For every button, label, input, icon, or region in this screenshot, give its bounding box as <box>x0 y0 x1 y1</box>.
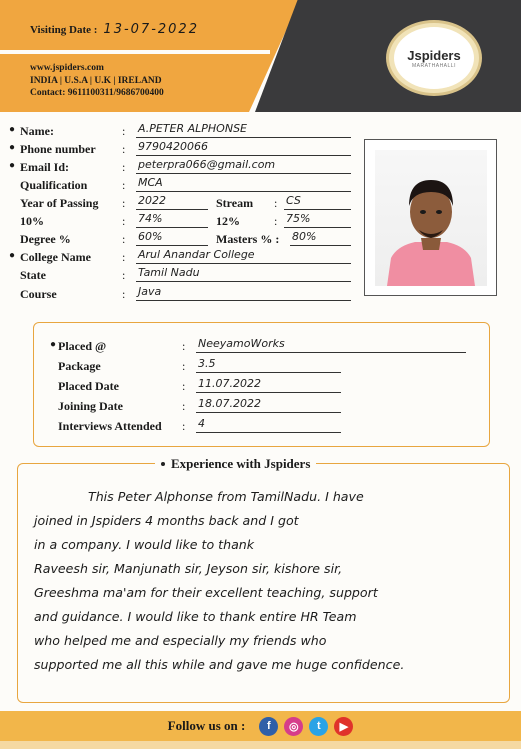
college-label: College Name <box>20 250 91 264</box>
college-value: Arul Anandar College <box>136 248 351 264</box>
placed-label: Placed @ <box>58 339 107 353</box>
email-label: Email Id: <box>20 160 70 174</box>
header-banner <box>0 0 521 112</box>
phone-label: Phone number <box>20 142 96 156</box>
joining-date-value: 18.07.2022 <box>196 397 341 413</box>
placed-date-value: 11.07.2022 <box>196 377 341 393</box>
experience-line: who helped me and especially my friends who <box>34 633 327 648</box>
contact-block <box>30 62 164 100</box>
experience-line: This Peter Alphonse from TamilNadu. I have <box>88 489 364 504</box>
experience-line: Greeshma ma'am for their excellent teaching, support <box>34 585 378 600</box>
name-label: Name: <box>20 124 54 138</box>
twelfth-value: 75% <box>284 212 351 228</box>
contact-text: Contact: 9611100311/9686700400 <box>30 88 164 98</box>
masters-value: 80% <box>290 230 351 246</box>
year-label: Year of Passing <box>20 196 99 210</box>
interviews-value: 4 <box>196 417 341 433</box>
header-divider <box>0 50 270 54</box>
experience-text <box>34 485 504 677</box>
degree-label: Degree % <box>20 232 71 246</box>
masters-label: Masters % : <box>216 232 280 246</box>
facebook-icon[interactable]: f <box>259 717 278 736</box>
interviews-label: Interviews Attended <box>58 419 162 433</box>
experience-line: supported me all this while and gave me huge confidence. <box>34 657 405 672</box>
experience-line: Raveesh sir, Manjunath sir, Jeyson sir, kishore sir, <box>34 561 343 576</box>
package-value: 3.5 <box>196 357 341 373</box>
course-label: Course <box>20 287 57 301</box>
year-value: 2022 <box>136 194 208 210</box>
phone-value: 9790420066 <box>136 140 351 156</box>
tenth-label: 10% <box>20 214 44 228</box>
tenth-value: 74% <box>136 212 208 228</box>
state-label: State <box>20 268 46 282</box>
person-portrait-icon <box>375 150 487 286</box>
name-value: A.PETER ALPHONSE <box>136 122 351 138</box>
youtube-icon[interactable]: ▶ <box>334 717 353 736</box>
experience-line: joined in Jspiders 4 months back and I got <box>34 513 299 528</box>
visiting-date <box>30 22 199 37</box>
jspiders-logo <box>386 20 482 96</box>
email-value: peterpra066@gmail.com <box>136 158 351 174</box>
experience-line: in a company. I would like to thank <box>34 537 255 552</box>
footer-bar <box>0 711 521 741</box>
stream-label: Stream <box>216 196 254 210</box>
degree-value: 60% <box>136 230 208 246</box>
logo-location: MARATHAHALLI <box>412 62 456 69</box>
twitter-icon[interactable]: t <box>309 717 328 736</box>
state-value: Tamil Nadu <box>136 266 351 282</box>
photo-frame <box>364 139 497 296</box>
experience-title: Experience with Jspiders <box>155 456 316 472</box>
instagram-icon[interactable]: ◎ <box>284 717 303 736</box>
visiting-date-value: 13-07-2022 <box>103 22 199 37</box>
follow-label: Follow us on : <box>167 718 246 733</box>
qualification-value: MCA <box>136 176 351 192</box>
website-text: www.jspiders.com <box>30 63 104 73</box>
package-label: Package <box>58 359 101 373</box>
bottom-strip <box>0 741 521 749</box>
qualification-label: Qualification <box>20 178 88 192</box>
stream-value: CS <box>284 194 351 210</box>
student-photo <box>375 150 487 286</box>
course-value: Java <box>136 285 351 301</box>
countries-text: INDIA | U.S.A | U.K | IRELAND <box>30 75 162 86</box>
placed-date-label: Placed Date <box>58 379 119 393</box>
joining-date-label: Joining Date <box>58 399 124 413</box>
placed-value: NeeyamoWorks <box>196 337 466 353</box>
logo-brand: Jspiders <box>407 47 461 63</box>
visiting-date-label: Visiting Date : <box>30 24 98 36</box>
experience-line: and guidance. I would like to thank entire HR Team <box>34 609 357 624</box>
twelfth-label: 12% <box>216 214 240 228</box>
